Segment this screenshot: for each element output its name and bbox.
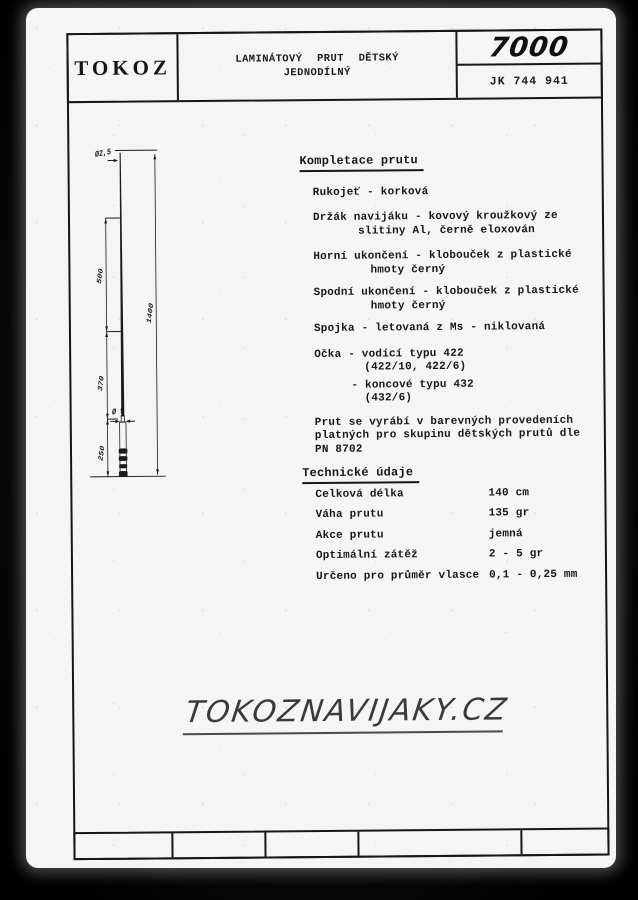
technicke-heading: Technické údaje bbox=[302, 466, 419, 484]
footer-cell-3 bbox=[266, 832, 359, 857]
footer-cell-1 bbox=[75, 833, 173, 858]
butt-baseline bbox=[90, 476, 165, 477]
product-title-cell bbox=[178, 32, 458, 100]
product-title-line2: JEDNODÍLNÝ bbox=[283, 66, 351, 80]
dim-total-1400: 1400 bbox=[146, 302, 156, 325]
dim-butt-diameter: Ø 9 bbox=[111, 407, 125, 418]
dim-tip-diameter: Ø2,5 bbox=[94, 148, 112, 161]
model-code-cell bbox=[457, 31, 601, 98]
color-variants-note: Prut se vyrábí v barevných provedeních platných pro skupinu dětských prutů dle PN 8702 bbox=[314, 414, 581, 456]
spec-item-horni: Horní ukončení - klobouček z plastické hmoty černý bbox=[313, 248, 572, 277]
spec-item-drzak: Držák navijáku - kovový kroužkový ze slitiny Al, černě eloxován bbox=[312, 209, 558, 238]
footer-cell-4 bbox=[359, 830, 522, 855]
kompletace-heading: Kompletace prutu bbox=[299, 154, 424, 172]
tech-row-akce: Akce prutu jemná bbox=[315, 527, 523, 542]
brand-logo-text: TOKOZ bbox=[74, 54, 172, 80]
model-number-cell bbox=[457, 31, 600, 66]
tech-row-delka: Celková délka 140 cm bbox=[315, 486, 530, 501]
tech-row-zatez: Optimální zátěž 2 - 5 gr bbox=[315, 548, 544, 563]
paper-sheet bbox=[26, 8, 616, 868]
total-dim-line bbox=[155, 154, 158, 475]
product-title-line1: LAMINÁTOVÝ PRUT DĚTSKÝ bbox=[235, 52, 399, 66]
model-number: 7000 bbox=[487, 31, 571, 64]
dim-handle-250: 250 bbox=[98, 445, 108, 462]
printed-content bbox=[26, 8, 616, 868]
handle-cork-upper bbox=[120, 422, 127, 449]
tech-row-vlasec: Určeno pro průměr vlasce 0,1 - 0,25 mm bbox=[316, 568, 578, 583]
rod-technical-drawing bbox=[82, 139, 221, 595]
butt-cap bbox=[119, 472, 128, 477]
watermark-text: TOKOZNAVIJAKY.CZ bbox=[183, 692, 508, 735]
handle-ferrule bbox=[121, 416, 124, 422]
spec-item-ocka-koncove: - koncové typu 432 (432/6) bbox=[351, 378, 474, 405]
reel-seat-ring-1 bbox=[119, 449, 128, 453]
dim-upper-500: 500 bbox=[96, 268, 106, 285]
reel-seat-ring-3 bbox=[119, 465, 127, 468]
brand-cell bbox=[68, 34, 179, 101]
spec-item-ocka-vodici: Očka - vodící typu 422 (422/10, 422/6) bbox=[314, 347, 467, 374]
spec-text-column bbox=[297, 153, 589, 591]
spec-item-spojka: Spojka - letovaná z Ms - niklovaná bbox=[313, 321, 546, 336]
footer-cell-2 bbox=[173, 832, 266, 857]
reel-seat-ring-2 bbox=[119, 457, 128, 461]
footer-cell-5 bbox=[522, 830, 607, 855]
title-block bbox=[66, 29, 603, 104]
dim-middle-370: 370 bbox=[97, 375, 107, 392]
catalog-code: JK 744 941 bbox=[489, 74, 569, 89]
left-dim-line bbox=[106, 218, 108, 477]
spec-item-rukojet: Rukojeť - korková bbox=[312, 185, 429, 199]
footer-table bbox=[73, 827, 609, 860]
catalog-code-cell bbox=[458, 65, 601, 98]
spec-item-spodni: Spodní ukončení - klobouček z plastické hmoty černý bbox=[313, 284, 579, 313]
rod-blank bbox=[119, 153, 124, 416]
tech-row-vaha: Váha prutu 135 gr bbox=[315, 507, 530, 522]
